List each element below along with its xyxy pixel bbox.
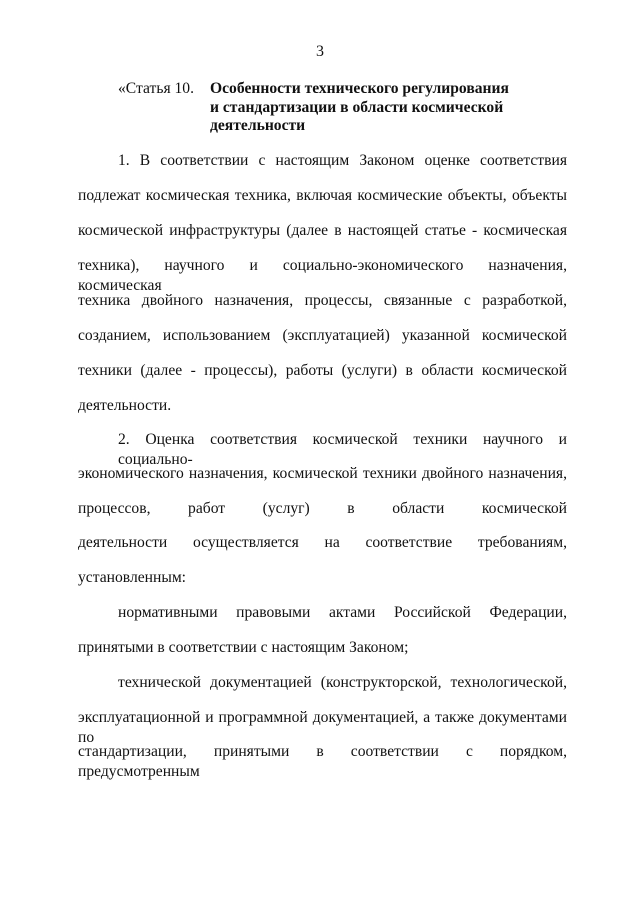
text-line: космической инфраструктуры (далее в настоящей статье - космическая <box>78 222 567 239</box>
text-line: техника), научного и социально-экономического назначения, космическая <box>78 257 567 294</box>
text-line: процессов, работ (услуг) в области космической <box>78 500 567 517</box>
article-title-line: и стандартизации в области космической <box>210 98 504 116</box>
text-line: эксплуатационной и программной документацией, а также документами по <box>78 709 567 746</box>
text-line: 2. Оценка соответствия космической техники научного и социально- <box>118 431 567 468</box>
text-line: принятыми в соответствии с настоящим Законом; <box>78 639 409 656</box>
article-title-line: деятельности <box>210 117 306 134</box>
text-line: подлежат космическая техника, включая космические объекты, объекты <box>78 187 567 204</box>
article-title-line: Особенности технического регулирования <box>210 80 509 97</box>
text-line: деятельности. <box>78 397 172 414</box>
article-label: «Статья 10. <box>118 80 195 97</box>
page-number: 3 <box>316 43 324 60</box>
text-line: созданием, использованием (эксплуатацией) указанной космической <box>78 327 567 344</box>
text-line: установленным: <box>78 569 187 586</box>
text-line: 1. В соответствии с настоящим Законом оценке соответствия <box>118 152 567 169</box>
text-line: стандартизации, принятыми в соответствии с порядком, предусмотренным <box>78 743 567 780</box>
text-line: экономического назначения, космической техники двойного назначения, <box>78 465 567 482</box>
text-line: нормативными правовыми актами Российской Федерации, <box>118 604 567 621</box>
text-line: технической документацией (конструкторской, технологической, <box>118 674 567 691</box>
text-line: техники (далее - процессы), работы (услуги) в области космической <box>78 362 567 379</box>
text-line: техника двойного назначения, процессы, связанные с разработкой, <box>78 292 567 309</box>
article-title <box>210 80 570 136</box>
text-line: деятельности осуществляется на соответствие требованиям, <box>78 534 567 551</box>
